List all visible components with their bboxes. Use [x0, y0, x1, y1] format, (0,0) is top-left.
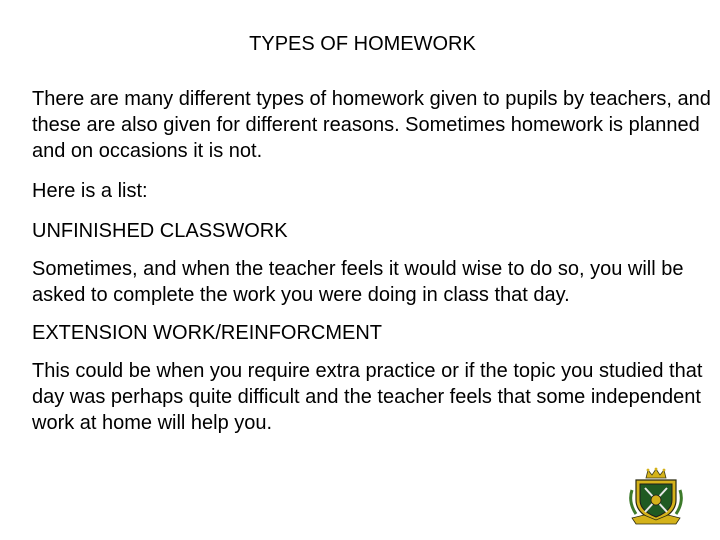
- slide-title: TYPES OF HOMEWORK: [249, 33, 476, 55]
- section-text-extension-work: This could be when you require extra practice or if the topic you studied that day was perhaps quite difficult and the teacher feels that some independent work at home will help you.: [32, 360, 703, 434]
- section-heading-extension-work: EXTENSION WORK/REINFORCMENT: [32, 322, 383, 344]
- section-text-unfinished-classwork: Sometimes, and when the teacher feels it would wise to do so, you will be asked to complete the work you were doing in class that day.: [32, 258, 684, 306]
- school-crest-icon: [624, 466, 688, 526]
- list-intro: Here is a list:: [32, 180, 148, 202]
- slide-body: [32, 86, 712, 436]
- intro-paragraph: There are many different types of homework given to pupils by teachers, and these are also given for different reasons. Sometimes homework is planned and on occasions it is not.: [32, 88, 711, 162]
- section-heading-unfinished-classwork: UNFINISHED CLASSWORK: [32, 220, 288, 242]
